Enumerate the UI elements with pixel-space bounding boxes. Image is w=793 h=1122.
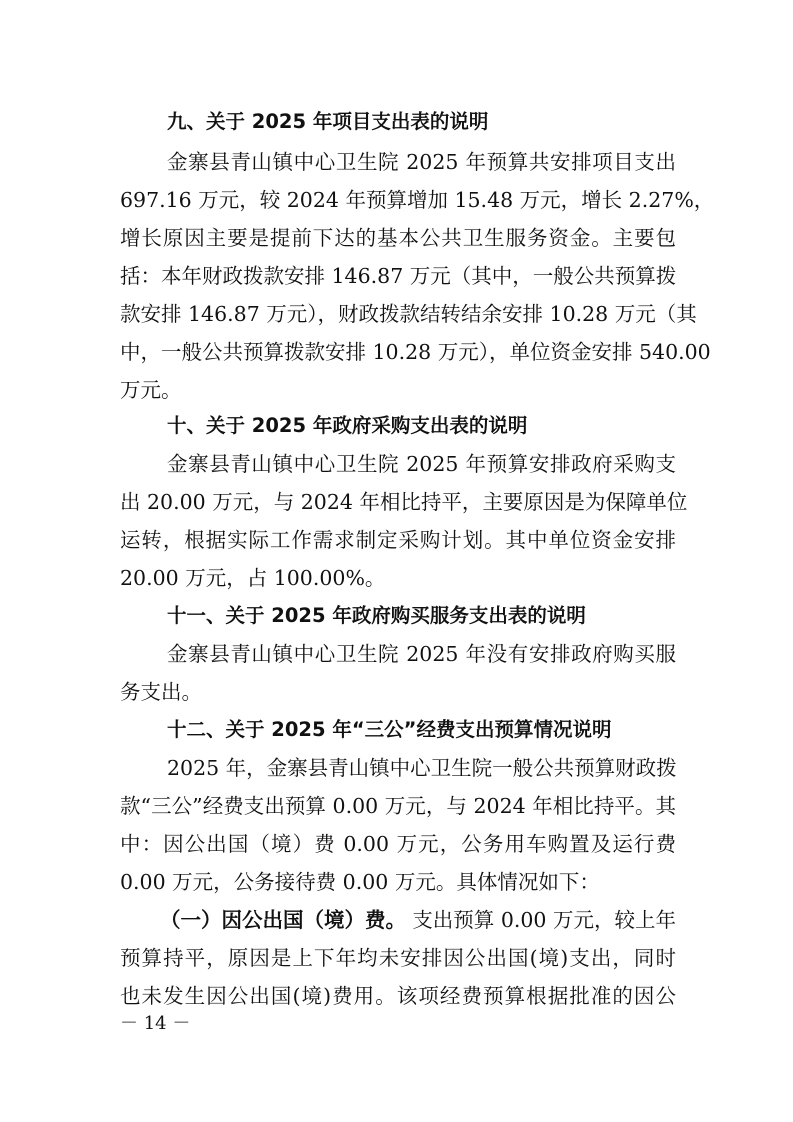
paragraph-line: 697.16 万元，较 2024 年预算增加 15.48 万元，增长 2.27%， — [120, 188, 715, 212]
paragraph-line: 款“三公”经费支出预算 0.00 万元，与 2024 年相比持平。其 — [120, 794, 676, 818]
paragraph-line: 金寨县青山镇中心卫生院 2025 年没有安排政府购买服 — [167, 642, 676, 666]
section-heading-11: 十一、关于 2025 年政府购买服务支出表的说明 — [167, 604, 586, 627]
paragraph-line: 0.00 万元，公务接待费 0.00 万元。具体情况如下： — [120, 870, 600, 894]
paragraph-line: 金寨县青山镇中心卫生院 2025 年预算安排政府采购支 — [167, 452, 676, 476]
paragraph-line: 增长原因主要是提前下达的基本公共卫生服务资金。主要包 — [120, 226, 676, 250]
paragraph-line: 出 20.00 万元，与 2024 年相比持平，主要原因是为保障单位 — [120, 490, 688, 514]
paragraph-line: 中，一般公共预算拨款安排 10.28 万元），单位资金安排 540.00 — [120, 340, 711, 364]
paragraph-line: 20.00 万元，占 100.00%。 — [120, 566, 386, 590]
paragraph-line: 运转，根据实际工作需求制定采购计划。其中单位资金安排 — [120, 528, 676, 552]
paragraph-line: 预算持平，原因是上下年均未安排因公出国(境)支出，同时 — [120, 946, 676, 970]
paragraph-line: 括：本年财政拨款安排 146.87 万元（其中，一般公共预算拨 — [120, 264, 677, 288]
paragraph-line: 中：因公出国（境）费 0.00 万元，公务用车购置及运行费 — [120, 832, 676, 856]
subsection-text: 支出预算 0.00 万元，较上年 — [412, 908, 676, 932]
section-heading-10: 十、关于 2025 年政府采购支出表的说明 — [167, 414, 528, 437]
paragraph-line: 金寨县青山镇中心卫生院 2025 年预算共安排项目支出 — [167, 150, 676, 174]
subsection-line — [160, 908, 676, 932]
subsection-heading: （一）因公出国（境）费。 — [160, 908, 406, 932]
paragraph-line: 务支出。 — [120, 680, 202, 704]
paragraph-line: 款安排 146.87 万元），财政拨款结转结余安排 10.28 万元（其 — [120, 302, 697, 326]
paragraph-line: 万元。 — [120, 378, 182, 402]
page-number: － 14 － — [120, 1013, 191, 1034]
section-heading-9: 九、关于 2025 年项目支出表的说明 — [167, 110, 489, 133]
paragraph-line: 也未发生因公出国(境)费用。该项经费预算根据批准的因公 — [120, 984, 676, 1008]
section-heading-12: 十二、关于 2025 年“三公”经费支出预算情况说明 — [167, 718, 612, 741]
paragraph-line: 2025 年，金寨县青山镇中心卫生院一般公共预算财政拨 — [167, 756, 677, 780]
